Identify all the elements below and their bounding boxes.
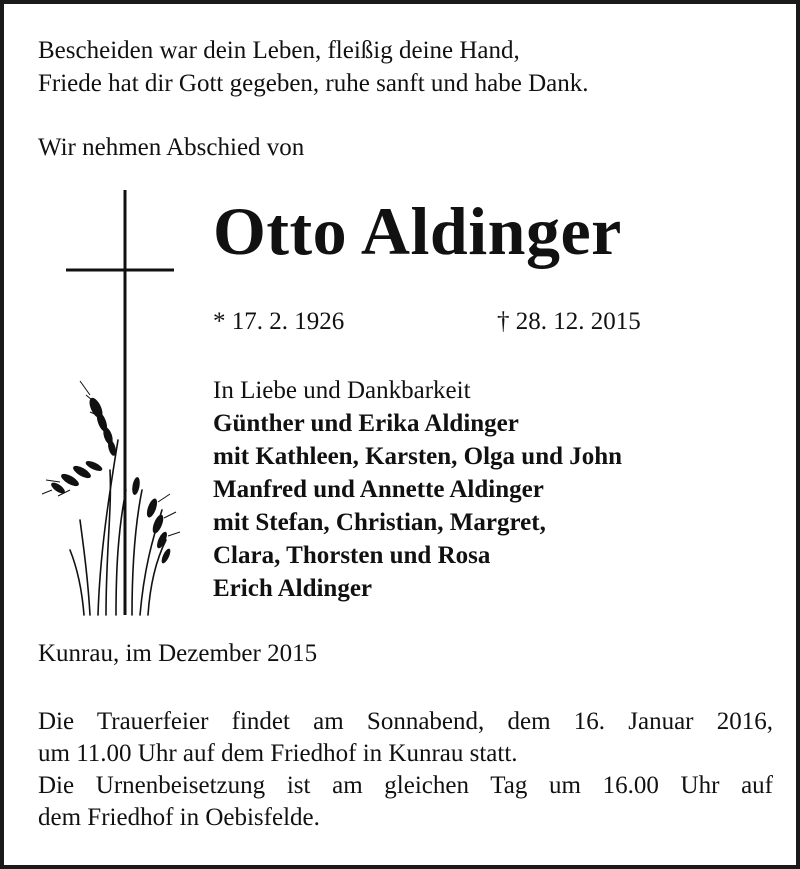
place-date: Kunrau, im Dezember 2015 (38, 640, 318, 667)
funeral-info-line: dem Friedhof in Oebisfelde. (38, 804, 320, 831)
cross-with-wheat-icon (40, 190, 190, 620)
mourners-opening: In Liebe und Dankbarkeit (213, 377, 471, 404)
verse (38, 34, 589, 100)
birth-date: * 17. 2. 1926 (213, 308, 345, 335)
deceased-name: Otto Aldinger (213, 193, 622, 269)
funeral-info-line: Die Urnenbeisetzung ist am gleichen Tag um 16.00 Uhr auf (38, 772, 773, 799)
mourners-block (213, 374, 622, 605)
mourner-line: Manfred und Annette Aldinger (213, 476, 544, 503)
verse-line-1: Bescheiden war dein Leben, fleißig deine Hand, (38, 37, 520, 64)
death-date: † 28. 12. 2015 (497, 308, 641, 335)
mourner-line: Erich Aldinger (213, 575, 373, 602)
mourner-line: Günther und Erika Aldinger (213, 410, 519, 437)
intro-text: Wir nehmen Abschied von (38, 134, 305, 161)
verse-line-2: Friede hat dir Gott gegeben, ruhe sanft und habe Dank. (38, 70, 589, 97)
funeral-info (38, 706, 773, 834)
mourner-line: Clara, Thorsten und Rosa (213, 542, 491, 569)
mourner-line: mit Stefan, Christian, Margret, (213, 509, 546, 536)
funeral-info-line: Die Trauerfeier findet am Sonnabend, dem 16. Januar 2016, (38, 708, 773, 735)
mourner-line: mit Kathleen, Karsten, Olga und John (213, 443, 623, 470)
funeral-info-line: um 11.00 Uhr auf dem Friedhof in Kunrau statt. (38, 740, 518, 767)
